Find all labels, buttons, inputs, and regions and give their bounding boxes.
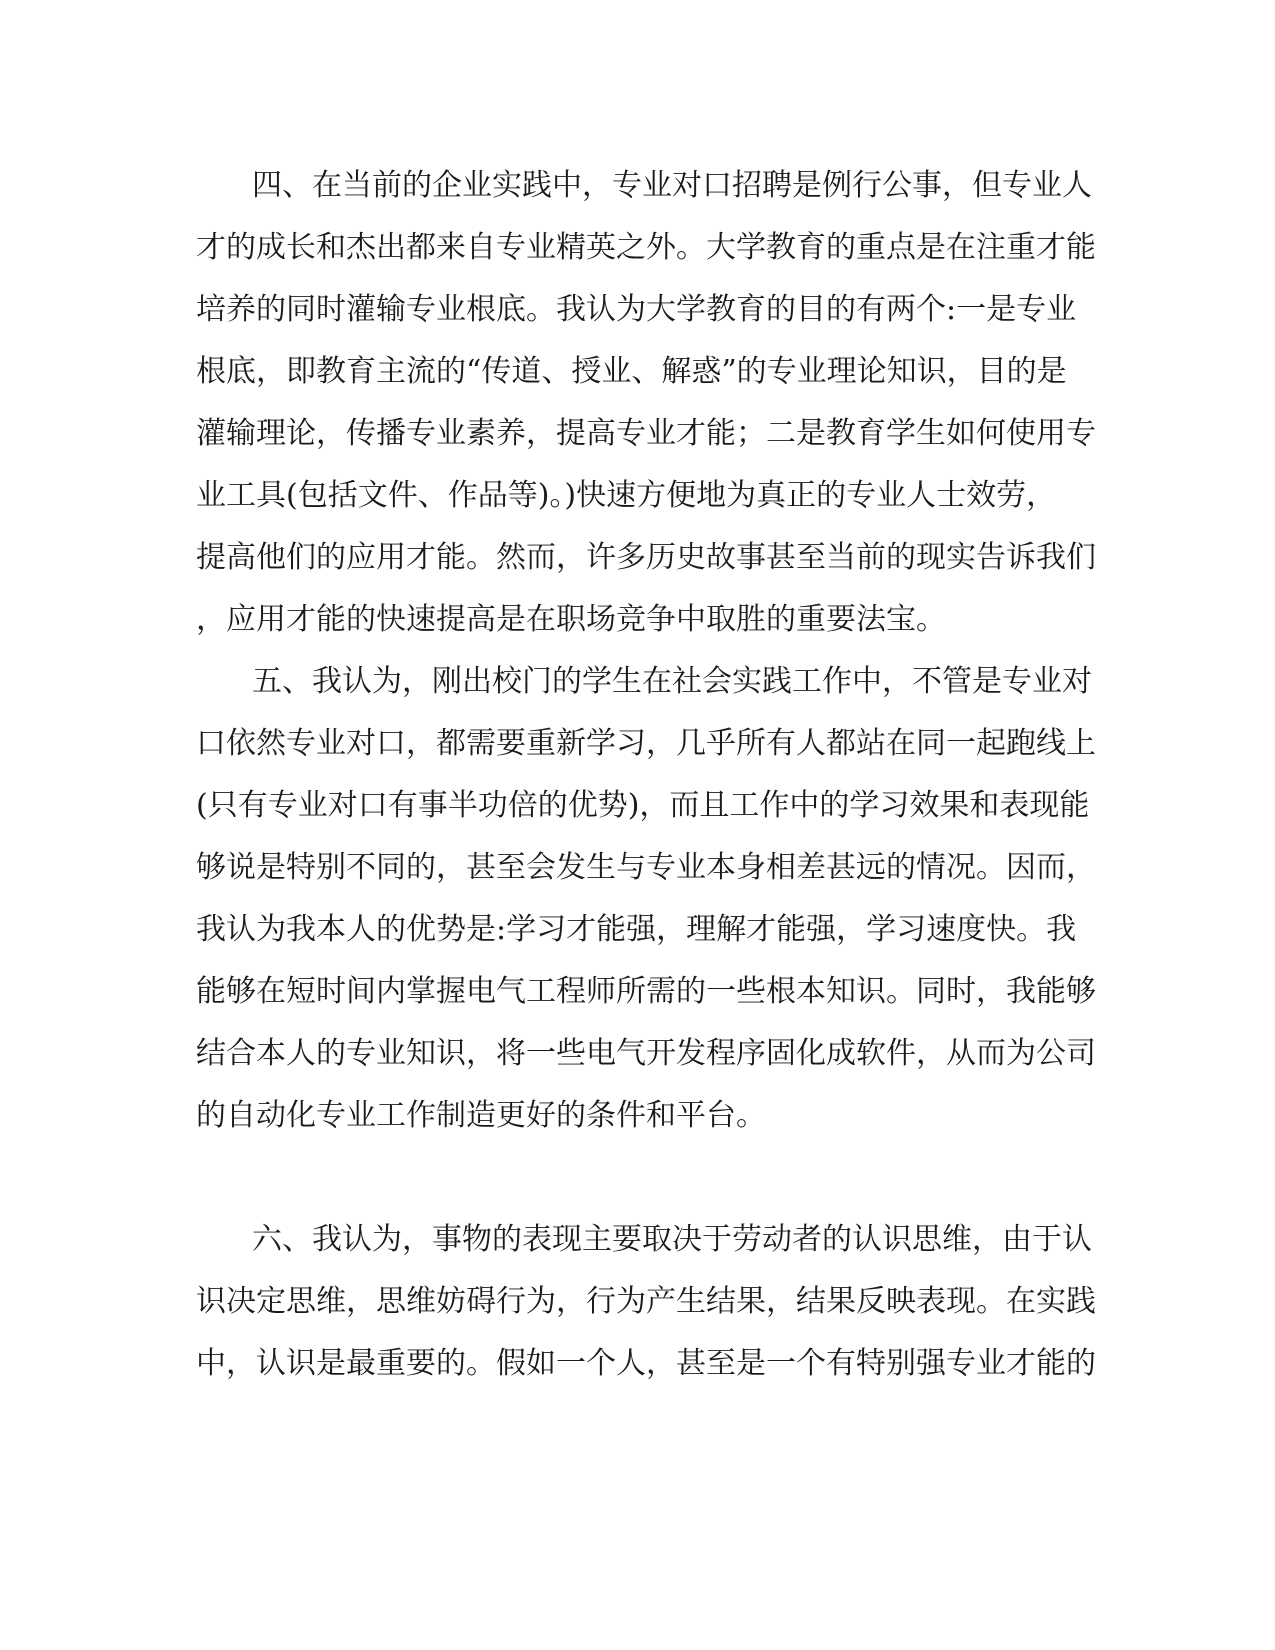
- para-4-line-2: 才的成长和杰出都来自专业精英之外。大学教育的重点是在注重才能: [196, 230, 1096, 265]
- para-4-line-3: 培养的同时灌输专业根底。我认为大学教育的目的有两个:一是专业: [196, 292, 1077, 327]
- para-4-line-1: 四、在当前的企业实践中，专业对口招聘是例行公事，但专业人: [252, 168, 1092, 203]
- para-5-line-6: 能够在短时间内掌握电气工程师所需的一些根本知识。同时，我能够: [196, 974, 1096, 1009]
- para-4-line-7: 提高他们的应用才能。然而，许多历史故事甚至当前的现实告诉我们: [196, 540, 1096, 575]
- para-4-line-8: ，应用才能的快速提高是在职场竞争中取胜的重要法宝。: [196, 602, 946, 637]
- para-5-line-3: (只有专业对口有事半功倍的优势)，而且工作中的学习效果和表现能: [196, 788, 1090, 823]
- para-4-line-6: 业工具(包括文件、作品等)。)快速方便地为真正的专业人士效劳，: [196, 478, 1057, 513]
- para-4-line-5: 灌输理论，传播专业素养，提高专业才能；二是教育学生如何使用专: [196, 416, 1096, 451]
- para-4-line-4: 根底，即教育主流的“传道、授业、解惑”的专业理论知识，目的是: [196, 354, 1067, 389]
- para-5-line-8: 的自动化专业工作制造更好的条件和平台。: [196, 1098, 766, 1133]
- para-6-line-2: 识决定思维，思维妨碍行为，行为产生结果，结果反映表现。在实践: [196, 1284, 1096, 1319]
- para-5-line-5: 我认为我本人的优势是:学习才能强，理解才能强，学习速度快。我: [196, 912, 1077, 947]
- para-6-line-3: 中，认识是最重要的。假如一个人，甚至是一个有特别强专业才能的: [196, 1346, 1096, 1381]
- para-6-line-1: 六、我认为，事物的表现主要取决于劳动者的认识思维，由于认: [252, 1222, 1092, 1257]
- para-5-line-1: 五、我认为，刚出校门的学生在社会实践工作中，不管是专业对: [252, 664, 1092, 699]
- para-5-line-7: 结合本人的专业知识，将一些电气开发程序固化成软件，从而为公司: [196, 1036, 1096, 1071]
- para-5-line-2: 口依然专业对口，都需要重新学习，几乎所有人都站在同一起跑线上: [196, 726, 1096, 761]
- para-5-line-4: 够说是特别不同的，甚至会发生与专业本身相差甚远的情况。因而，: [196, 850, 1096, 885]
